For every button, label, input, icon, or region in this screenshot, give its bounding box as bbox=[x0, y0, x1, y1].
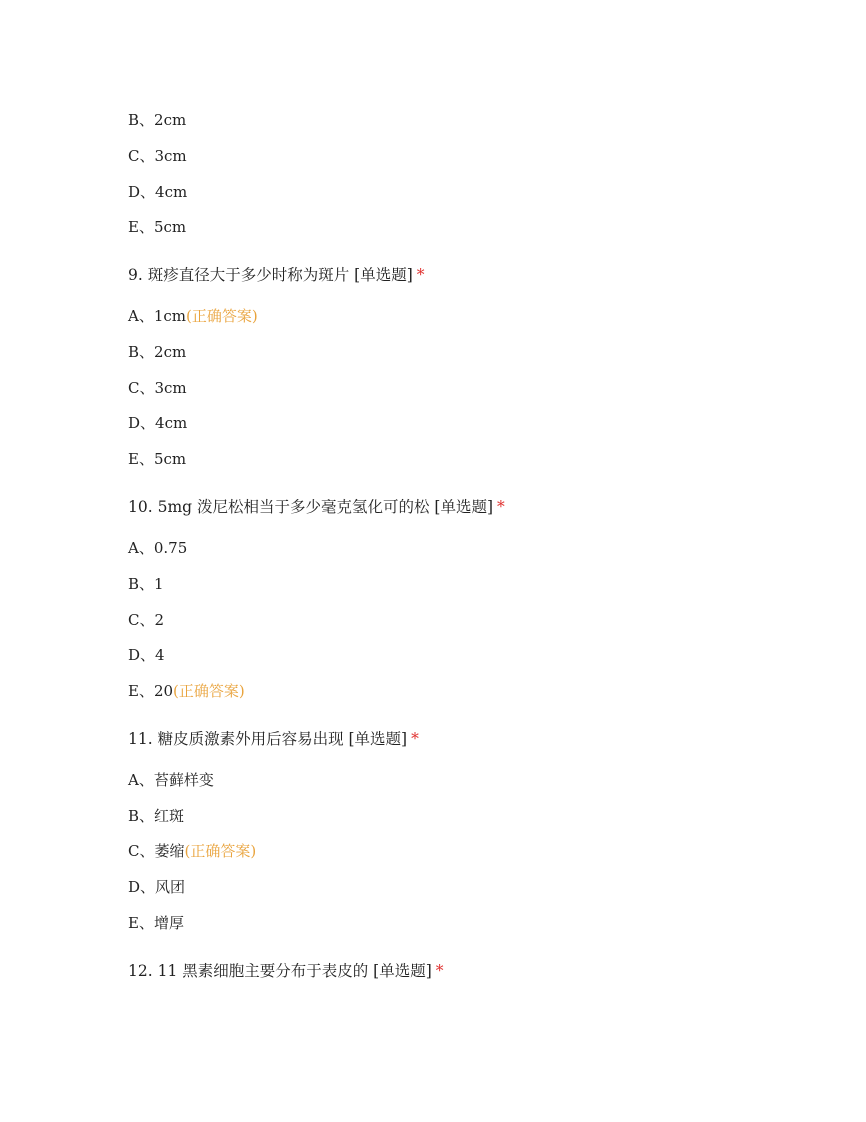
option-label: D、4cm bbox=[128, 414, 188, 432]
option-q11-d[interactable] bbox=[128, 877, 828, 897]
question-text: 9. 斑疹直径大于多少时称为斑片 [单选题] bbox=[128, 266, 413, 284]
question-text: 12. 11 黑素细胞主要分布于表皮的 [单选题] bbox=[128, 962, 432, 980]
required-asterisk: * bbox=[416, 266, 425, 284]
required-asterisk: * bbox=[411, 730, 419, 748]
option-q9-b[interactable] bbox=[128, 342, 828, 362]
question-9-title bbox=[128, 265, 828, 285]
option-label: B、1 bbox=[128, 575, 164, 593]
option-label: E、5cm bbox=[128, 218, 187, 236]
option-q11-c[interactable] bbox=[128, 841, 828, 861]
option-label: C、萎缩 bbox=[128, 842, 185, 860]
option-label: C、3cm bbox=[128, 147, 187, 165]
option-q9-a[interactable] bbox=[128, 306, 828, 326]
question-10-title bbox=[128, 497, 828, 517]
option-q10-d[interactable] bbox=[128, 645, 828, 665]
required-asterisk: * bbox=[497, 498, 505, 516]
option-label: B、红斑 bbox=[128, 807, 185, 825]
question-text: 11. 糖皮质激素外用后容易出现 [单选题] bbox=[128, 730, 408, 748]
option-label: C、3cm bbox=[128, 379, 187, 397]
correct-answer-tag: (正确答案) bbox=[186, 307, 258, 325]
option-q9-c[interactable] bbox=[128, 378, 828, 398]
option-q10-a[interactable] bbox=[128, 538, 828, 558]
correct-answer-tag: (正确答案) bbox=[184, 842, 257, 860]
option-q11-a[interactable] bbox=[128, 770, 828, 790]
option-label: D、4 bbox=[128, 646, 165, 664]
question-11-title bbox=[128, 729, 828, 749]
option-label: A、0.75 bbox=[128, 539, 188, 557]
option-label: D、风团 bbox=[128, 878, 186, 896]
option-q10-e[interactable] bbox=[128, 681, 828, 701]
option-q10-c[interactable] bbox=[128, 610, 828, 630]
question-text: 10. 5mg 泼尼松相当于多少毫克氢化可的松 [单选题] bbox=[128, 498, 494, 516]
option-q8-d[interactable] bbox=[128, 182, 828, 202]
option-label: C、2 bbox=[128, 611, 165, 629]
option-label: B、2cm bbox=[128, 111, 187, 129]
option-q11-b[interactable] bbox=[128, 806, 828, 826]
correct-answer-tag: (正确答案) bbox=[173, 682, 245, 700]
option-q9-e[interactable] bbox=[128, 449, 828, 469]
option-label: D、4cm bbox=[128, 183, 188, 201]
option-label: E、增厚 bbox=[128, 914, 184, 932]
option-label: E、5cm bbox=[128, 450, 187, 468]
option-q8-c[interactable] bbox=[128, 146, 828, 166]
option-q10-b[interactable] bbox=[128, 574, 828, 594]
option-label: A、1cm bbox=[128, 307, 187, 325]
option-q8-e[interactable] bbox=[128, 217, 828, 237]
option-q11-e[interactable] bbox=[128, 913, 828, 933]
required-asterisk: * bbox=[435, 962, 444, 980]
option-q8-b[interactable] bbox=[128, 110, 828, 130]
option-q9-d[interactable] bbox=[128, 413, 828, 433]
option-label: B、2cm bbox=[128, 343, 187, 361]
option-label: E、20 bbox=[128, 682, 174, 700]
question-12-title bbox=[128, 961, 828, 981]
option-label: A、苔藓样变 bbox=[128, 771, 214, 789]
